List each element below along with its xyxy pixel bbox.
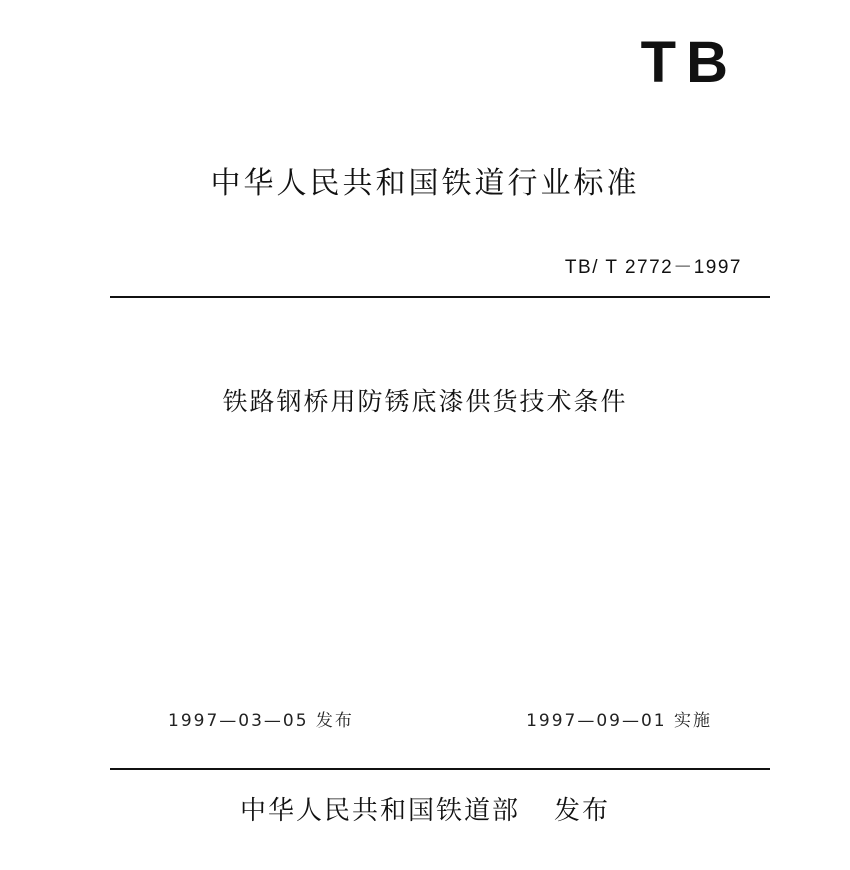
standard-mark-tb: TB: [640, 30, 738, 95]
publisher-name: 中华人民共和国铁道部: [239, 796, 520, 826]
document-title: 铁路钢桥用防锈底漆供货技术条件: [222, 387, 628, 416]
publisher-action: 发布: [554, 796, 611, 826]
date-row: [110, 706, 770, 731]
publisher-line: [0, 790, 850, 827]
organization-title: 中华人民共和国铁道行业标准: [210, 166, 640, 201]
issue-date: 1997—03—05 发布: [168, 711, 354, 731]
effective-date: 1997—09—01 实施: [526, 711, 712, 731]
divider-bottom: [110, 768, 770, 770]
standard-number: TB/ T 2772－1997: [564, 257, 742, 278]
divider-top: [110, 296, 770, 298]
